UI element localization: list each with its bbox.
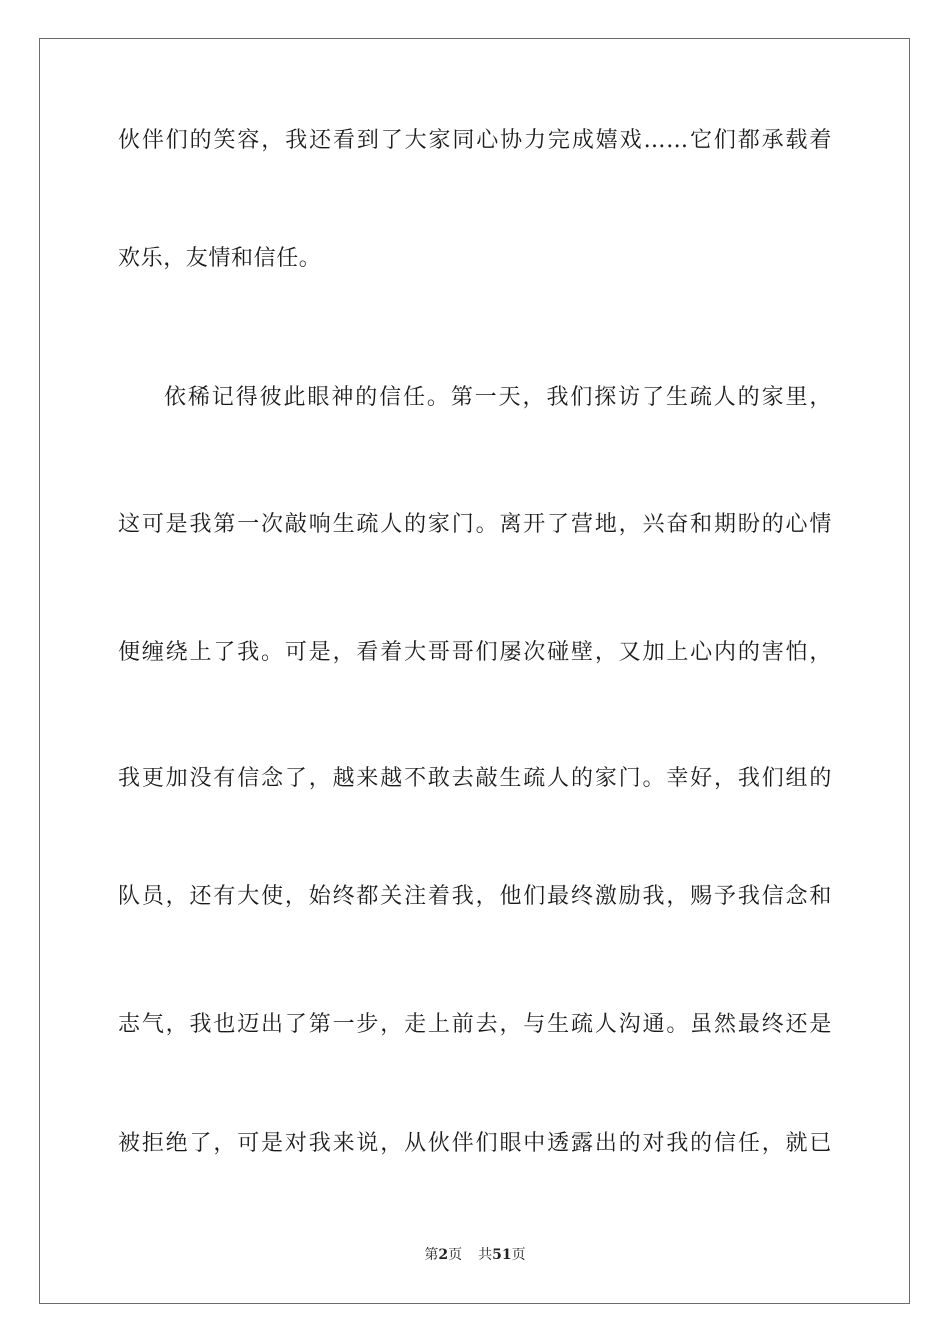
page-footer xyxy=(0,1246,950,1264)
page-number: 2 xyxy=(438,1247,449,1263)
total-prefix: 共 xyxy=(478,1247,493,1263)
page-border xyxy=(39,38,910,1304)
page-suffix: 页 xyxy=(448,1247,463,1263)
page-prefix: 第 xyxy=(424,1247,439,1263)
text-line: 队员，还有大使，始终都关注着我，他们最终激励我，赐予我信念和 xyxy=(118,884,832,909)
text-line: 伙伴们的笑容，我还看到了大家同心协力完成嬉戏……它们都承载着 xyxy=(118,128,832,153)
text-line: 欢乐，友情和信任。 xyxy=(118,246,322,271)
text-line: 我更加没有信念了，越来越不敢去敲生疏人的家门。幸好，我们组的 xyxy=(118,766,832,791)
total-pages-label xyxy=(478,1247,525,1263)
page-label xyxy=(424,1247,462,1263)
paragraph-first-line: 依稀记得彼此眼神的信任。第一天，我们探访了生疏人的家里， xyxy=(164,385,832,410)
total-suffix: 页 xyxy=(511,1247,526,1263)
text-line: 这可是我第一次敲响生疏人的家门。离开了营地，兴奋和期盼的心情 xyxy=(118,512,832,537)
total-number: 51 xyxy=(492,1247,512,1263)
text-line: 志气，我也迈出了第一步，走上前去，与生疏人沟通。虽然最终还是 xyxy=(118,1012,832,1037)
text-line: 便缠绕上了我。可是，看着大哥哥们屡次碰壁，又加上心内的害怕， xyxy=(118,640,832,665)
text-line: 被拒绝了，可是对我来说，从伙伴们眼中透露出的对我的信任，就已 xyxy=(118,1131,832,1156)
